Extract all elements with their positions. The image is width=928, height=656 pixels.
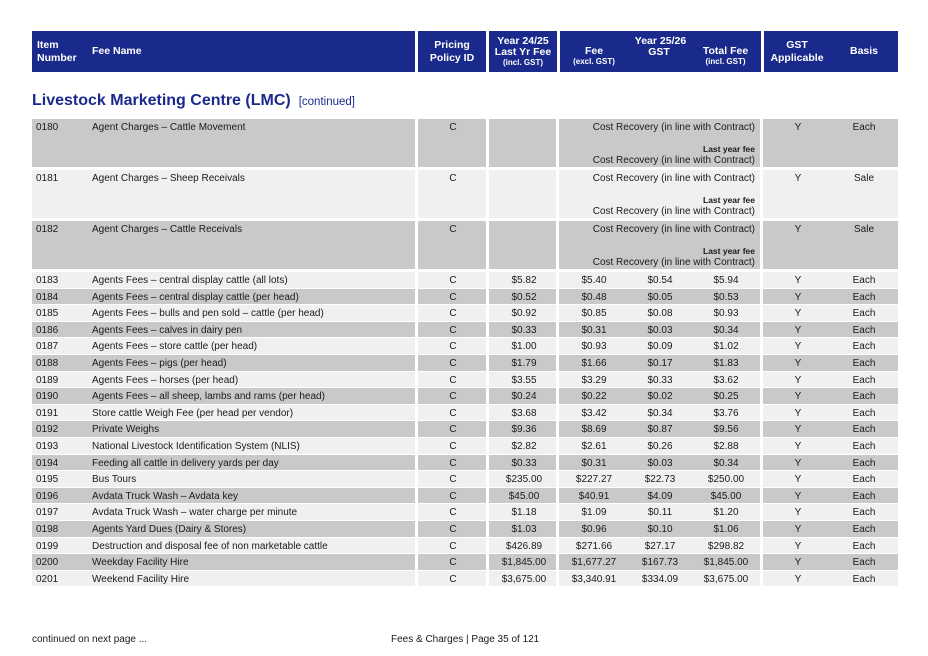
last-yr-fee: $426.89 xyxy=(505,540,543,552)
gst-amount: $167.73 xyxy=(641,557,679,569)
last-yr-fee: $3.55 xyxy=(511,374,537,386)
header-fee-name: Fee Name xyxy=(87,31,415,72)
pricing-policy: C xyxy=(449,557,457,569)
gst-amount: $4.09 xyxy=(647,490,673,502)
gst-applicable: Y xyxy=(794,358,802,369)
item-number: 0185 xyxy=(36,308,59,320)
gst-applicable: Y xyxy=(794,173,802,184)
item-number: 0187 xyxy=(36,341,59,353)
fee-name: Agents Fees – store cattle (per head) xyxy=(92,341,258,353)
last-year-label: Last year fee xyxy=(703,246,755,256)
basis: Each xyxy=(852,324,876,336)
table-row xyxy=(32,372,898,388)
gst-applicable: Y xyxy=(794,474,802,486)
total-fee: $1.20 xyxy=(713,507,739,519)
fee-name: Weekend Facility Hire xyxy=(92,573,190,585)
fee-name: Agents Fees – bulls and pen sold – cattle (per head) xyxy=(92,308,324,320)
gst-applicable: Y xyxy=(794,291,802,303)
item-number: 0181 xyxy=(36,173,59,184)
fee-excl-gst: $1.66 xyxy=(581,358,607,369)
basis: Each xyxy=(852,490,876,502)
item-number: 0201 xyxy=(36,573,59,585)
item-number: 0184 xyxy=(36,291,59,303)
gst-applicable: Y xyxy=(794,441,802,452)
table-row xyxy=(32,289,898,305)
total-fee: $0.34 xyxy=(713,324,739,336)
last-yr-fee: $3.68 xyxy=(511,407,537,419)
fee-name: Agents Fees – horses (per head) xyxy=(92,374,239,386)
table-row xyxy=(32,421,898,437)
header-pricing-policy-id: Pricing Policy ID xyxy=(418,31,486,72)
fee-excl-gst: $3,340.91 xyxy=(571,573,617,585)
total-fee: $3.62 xyxy=(713,374,739,386)
gst-applicable: Y xyxy=(794,122,802,133)
gst-applicable: Y xyxy=(794,573,802,585)
total-fee: $0.34 xyxy=(713,457,739,469)
last-year-label: Last year fee xyxy=(703,195,755,205)
gst-applicable: Y xyxy=(794,275,802,286)
header-basis: Basis xyxy=(830,31,898,72)
pricing-policy: C xyxy=(449,524,457,535)
table-row xyxy=(32,471,898,487)
basis: Each xyxy=(852,457,876,469)
gst-amount: $0.10 xyxy=(647,524,673,535)
footer-continued: continued on next page ... xyxy=(32,634,148,645)
fee-name: Store cattle Weigh Fee (per head per vendor) xyxy=(92,407,294,419)
fee-name: Agents Fees – pigs (per head) xyxy=(92,358,227,369)
pricing-policy: C xyxy=(449,407,457,419)
pricing-policy: C xyxy=(449,173,457,184)
item-number: 0186 xyxy=(36,324,59,336)
gst-applicable: Y xyxy=(794,557,802,569)
fee-name: Private Weighs xyxy=(92,424,160,436)
basis: Each xyxy=(852,557,876,569)
table-row xyxy=(32,504,898,520)
gst-amount: $0.54 xyxy=(647,275,673,286)
last-yr-fee: $1.79 xyxy=(511,358,537,369)
pricing-policy: C xyxy=(449,540,457,552)
last-yr-fee: $0.92 xyxy=(511,308,537,320)
last-yr-fee: $45.00 xyxy=(508,490,540,502)
gst-applicable: Y xyxy=(794,540,802,552)
item-number: 0192 xyxy=(36,424,59,436)
basis: Each xyxy=(852,573,876,585)
gst-amount: $0.08 xyxy=(647,308,673,320)
gst-applicable: Y xyxy=(794,424,802,436)
item-number: 0196 xyxy=(36,490,59,502)
total-fee: $2.88 xyxy=(713,441,739,452)
pricing-policy: C xyxy=(449,308,457,320)
table-row xyxy=(32,538,898,554)
basis: Sale xyxy=(853,173,874,184)
fee-name: Bus Tours xyxy=(92,474,137,486)
basis: Each xyxy=(852,374,876,386)
gst-amount: $0.17 xyxy=(647,358,673,369)
basis: Each xyxy=(852,358,876,369)
section-title: Livestock Marketing Centre (LMC) [continued] xyxy=(32,92,355,109)
pricing-policy: C xyxy=(449,573,457,585)
last-yr-fee: $0.24 xyxy=(511,391,537,403)
header-total-fee: Total Fee (incl. GST) xyxy=(702,45,749,67)
basis: Each xyxy=(852,291,876,303)
table-row xyxy=(32,455,898,471)
pricing-policy: C xyxy=(449,341,457,353)
total-fee: $0.93 xyxy=(713,308,739,320)
table-row xyxy=(32,322,898,338)
gst-applicable: Y xyxy=(794,308,802,320)
basis: Each xyxy=(852,540,876,552)
gst-amount: $334.09 xyxy=(641,573,679,585)
fee-excl-gst: $0.48 xyxy=(581,291,607,303)
item-number: 0195 xyxy=(36,474,59,486)
fee-name: Agent Charges – Cattle Receivals xyxy=(92,224,243,235)
pricing-policy: C xyxy=(449,374,457,386)
pricing-policy: C xyxy=(449,122,457,133)
last-yr-fee: $1,845.00 xyxy=(501,557,547,569)
fee-name: Avdata Truck Wash – Avdata key xyxy=(92,490,239,502)
table-row xyxy=(32,119,898,167)
last-year-label: Last year fee xyxy=(703,144,755,154)
basis: Each xyxy=(852,391,876,403)
table-row xyxy=(32,488,898,504)
header-gst: GST xyxy=(648,46,670,58)
last-yr-fee: $2.82 xyxy=(511,441,537,452)
basis: Each xyxy=(852,441,876,452)
basis: Each xyxy=(852,275,876,286)
table-row xyxy=(32,571,898,587)
fee-excl-gst: $3.29 xyxy=(581,374,607,386)
pricing-policy: C xyxy=(449,275,457,286)
fee-excl-gst: $271.66 xyxy=(575,540,613,552)
pricing-policy: C xyxy=(449,324,457,336)
last-year-text: Cost Recovery (in line with Contract) xyxy=(592,257,755,268)
pricing-policy: C xyxy=(449,474,457,486)
table-row xyxy=(32,405,898,421)
item-number: 0180 xyxy=(36,122,59,133)
last-year-text: Cost Recovery (in line with Contract) xyxy=(592,155,755,166)
gst-amount: $22.73 xyxy=(644,474,676,486)
basis: Each xyxy=(852,524,876,535)
fee-name: Avdata Truck Wash – water charge per minute xyxy=(92,507,298,519)
item-number: 0191 xyxy=(36,407,59,419)
last-yr-fee: $1.00 xyxy=(511,341,537,353)
header-gst-applicable: GST Applicable xyxy=(764,31,830,72)
last-yr-fee: $0.33 xyxy=(511,457,537,469)
fee-excl-gst: $2.61 xyxy=(581,441,607,452)
total-fee: $3.76 xyxy=(713,407,739,419)
fee-name: Agent Charges – Sheep Receivals xyxy=(92,173,245,184)
fee-name: Agents Fees – central display cattle (per head) xyxy=(92,291,299,303)
fee-name: Agents Fees – calves in dairy pen xyxy=(92,324,243,336)
gst-amount: $0.02 xyxy=(647,391,673,403)
header-item-number: Item Number xyxy=(32,31,87,72)
basis: Each xyxy=(852,341,876,353)
header-year-2425-title: Year 24/25 xyxy=(497,35,549,47)
gst-applicable: Y xyxy=(794,490,802,502)
fee-excl-gst: $1,677.27 xyxy=(571,557,617,569)
fee-excl-gst: $3.42 xyxy=(581,407,607,419)
fee-excl-gst: $40.91 xyxy=(578,490,610,502)
basis: Each xyxy=(852,407,876,419)
pricing-policy: C xyxy=(449,391,457,403)
header-fee: Fee (excl. GST) xyxy=(573,45,615,67)
gst-amount: $27.17 xyxy=(644,540,676,552)
gst-applicable: Y xyxy=(794,507,802,519)
basis: Sale xyxy=(853,224,874,235)
gst-amount: $0.26 xyxy=(647,441,673,452)
last-yr-fee: $0.33 xyxy=(511,324,537,336)
item-number: 0183 xyxy=(36,275,59,286)
table-row xyxy=(32,305,898,321)
gst-applicable: Y xyxy=(794,524,802,535)
fee-name: Weekday Facility Hire xyxy=(92,557,189,569)
total-fee: $45.00 xyxy=(710,490,742,502)
fee-name: Destruction and disposal fee of non marketable cattle xyxy=(92,540,328,552)
pricing-policy: C xyxy=(449,291,457,303)
column-separator xyxy=(556,221,559,269)
gst-amount: $0.87 xyxy=(647,424,673,436)
basis: Each xyxy=(852,122,876,133)
fee-excl-gst: $5.40 xyxy=(581,275,607,286)
table-row xyxy=(32,221,898,269)
pricing-policy: C xyxy=(449,424,457,436)
total-fee: $1.06 xyxy=(713,524,739,535)
gst-amount: $0.03 xyxy=(647,457,673,469)
fee-name: Agents Fees – all sheep, lambs and rams (per head) xyxy=(92,391,325,403)
gst-amount: $0.05 xyxy=(647,291,673,303)
cost-recovery-text: Cost Recovery (in line with Contract) xyxy=(592,122,755,133)
item-number: 0188 xyxy=(36,358,59,369)
column-separator xyxy=(556,119,559,167)
item-number: 0197 xyxy=(36,507,59,519)
header-year-2526 xyxy=(560,31,761,72)
fee-excl-gst: $0.96 xyxy=(581,524,607,535)
fee-excl-gst: $0.22 xyxy=(581,391,607,403)
item-number: 0182 xyxy=(36,224,59,235)
basis: Each xyxy=(852,308,876,320)
fee-excl-gst: $0.93 xyxy=(581,341,607,353)
gst-amount: $0.09 xyxy=(647,341,673,353)
total-fee: $5.94 xyxy=(713,275,739,286)
item-number: 0199 xyxy=(36,540,59,552)
gst-applicable: Y xyxy=(794,324,802,336)
header-year-2425 xyxy=(489,31,557,72)
basis: Each xyxy=(852,424,876,436)
gst-amount: $0.33 xyxy=(647,374,673,386)
total-fee: $1.02 xyxy=(713,341,739,353)
fee-name: Feeding all cattle in delivery yards per day xyxy=(92,457,279,469)
item-number: 0189 xyxy=(36,374,59,386)
last-year-text: Cost Recovery (in line with Contract) xyxy=(592,206,755,217)
total-fee: $1,845.00 xyxy=(703,557,749,569)
gst-amount: $0.03 xyxy=(647,324,673,336)
total-fee: $3,675.00 xyxy=(703,573,749,585)
section-continued: [continued] xyxy=(298,96,355,108)
pricing-policy: C xyxy=(449,490,457,502)
item-number: 0194 xyxy=(36,457,59,469)
header-last-yr-fee: Last Yr Fee (incl. GST) xyxy=(494,46,552,68)
fee-name: Agents Fees – central display cattle (all lots) xyxy=(92,275,288,286)
footer-page: Fees & Charges | Page 35 of 121 xyxy=(391,634,540,645)
total-fee: $298.82 xyxy=(707,540,745,552)
item-number: 0200 xyxy=(36,557,59,569)
gst-applicable: Y xyxy=(794,391,802,403)
table-row xyxy=(32,272,898,288)
fee-name: Agents Yard Dues (Dairy & Stores) xyxy=(92,524,247,535)
table-row xyxy=(32,438,898,454)
fee-excl-gst: $0.31 xyxy=(581,324,607,336)
pricing-policy: C xyxy=(449,507,457,519)
last-yr-fee: $235.00 xyxy=(505,474,543,486)
last-yr-fee: $3,675.00 xyxy=(501,573,547,585)
cost-recovery-text: Cost Recovery (in line with Contract) xyxy=(592,224,755,235)
pricing-policy: C xyxy=(449,457,457,469)
header-year-2526-title: Year 25/26 xyxy=(634,35,687,47)
basis: Each xyxy=(852,507,876,519)
table-row xyxy=(32,170,898,218)
item-number: 0190 xyxy=(36,391,59,403)
total-fee: $1.83 xyxy=(713,358,739,369)
table-row xyxy=(32,338,898,354)
gst-amount: $0.34 xyxy=(647,407,673,419)
gst-applicable: Y xyxy=(794,407,802,419)
total-fee: $250.00 xyxy=(707,474,745,486)
total-fee: $9.56 xyxy=(713,424,739,436)
last-yr-fee: $1.03 xyxy=(511,524,537,535)
table-row xyxy=(32,388,898,404)
pricing-policy: C xyxy=(449,358,457,369)
fee-name: Agent Charges – Cattle Movement xyxy=(92,122,246,133)
total-fee: $0.25 xyxy=(713,391,739,403)
last-yr-fee: $9.36 xyxy=(511,424,537,436)
gst-amount: $0.11 xyxy=(647,507,673,519)
cost-recovery-text: Cost Recovery (in line with Contract) xyxy=(592,173,755,184)
last-yr-fee: $0.52 xyxy=(511,291,537,303)
column-separator xyxy=(556,170,559,218)
table-row xyxy=(32,355,898,371)
gst-applicable: Y xyxy=(794,224,802,235)
total-fee: $0.53 xyxy=(713,291,739,303)
table-row xyxy=(32,554,898,570)
fee-excl-gst: $1.09 xyxy=(581,507,607,519)
gst-applicable: Y xyxy=(794,457,802,469)
fee-name: National Livestock Identification System (NLIS) xyxy=(92,441,300,452)
fee-excl-gst: $227.27 xyxy=(575,474,613,486)
fee-excl-gst: $8.69 xyxy=(581,424,607,436)
item-number: 0198 xyxy=(36,524,59,535)
last-yr-fee: $5.82 xyxy=(511,275,537,286)
fee-excl-gst: $0.85 xyxy=(581,308,607,320)
fee-excl-gst: $0.31 xyxy=(581,457,607,469)
item-number: 0193 xyxy=(36,441,59,452)
pricing-policy: C xyxy=(449,224,457,235)
gst-applicable: Y xyxy=(794,341,802,353)
basis: Each xyxy=(852,474,876,486)
last-yr-fee: $1.18 xyxy=(511,507,537,519)
pricing-policy: C xyxy=(449,441,457,452)
table-row xyxy=(32,521,898,537)
gst-applicable: Y xyxy=(794,374,802,386)
